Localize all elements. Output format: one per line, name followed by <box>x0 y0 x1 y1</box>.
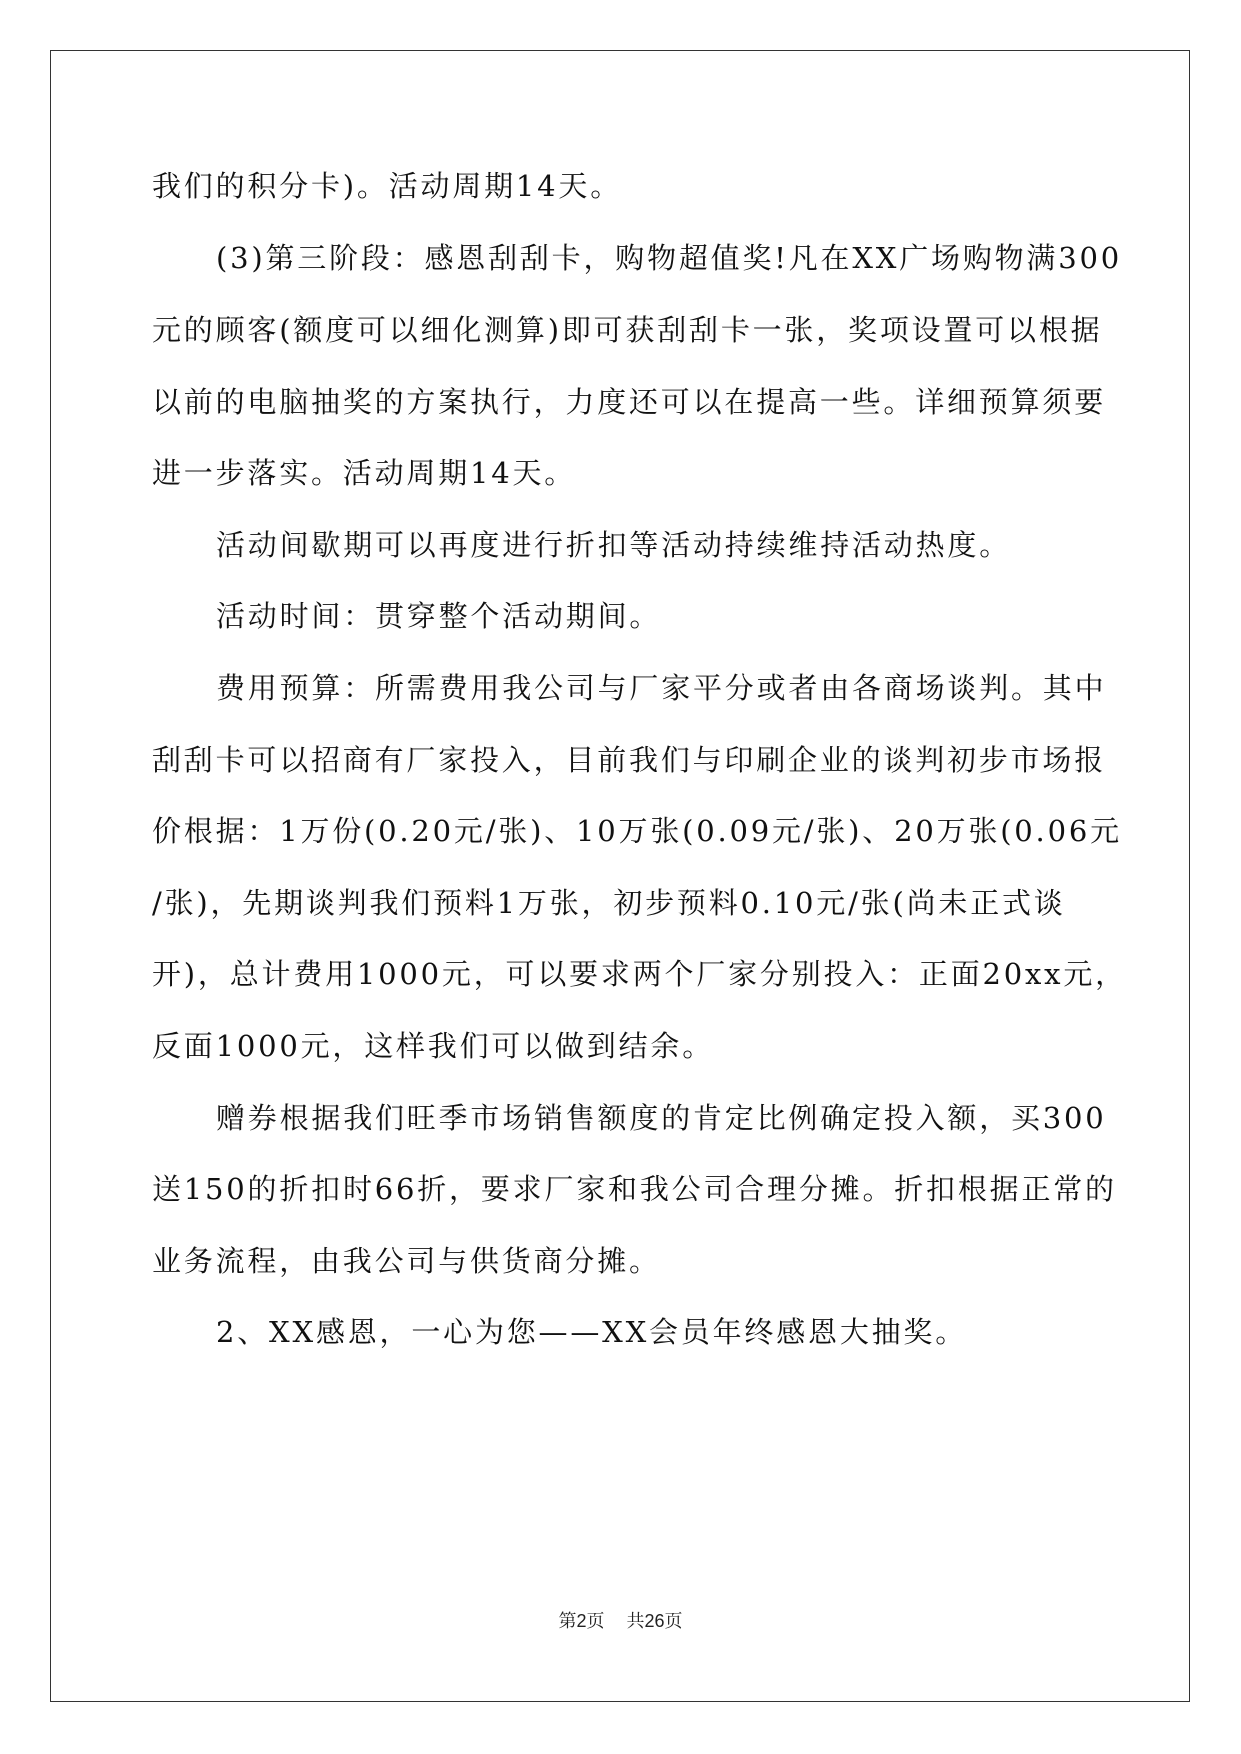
paragraph-line: 我们的积分卡)。活动周期14天。 <box>152 169 623 203</box>
paragraph-line: 反面1000元，这样我们可以做到结余。 <box>152 1029 715 1063</box>
paragraph-line: 元的顾客(额度可以细化测算)即可获刮刮卡一张，奖项设置可以根据 <box>152 313 1103 347</box>
paragraph-line: 进一步落实。活动周期14天。 <box>152 456 577 490</box>
paragraph-line: 以前的电脑抽奖的方案执行，力度还可以在提高一些。详细预算须要 <box>152 385 1107 419</box>
page-footer <box>0 1609 1241 1634</box>
paragraph-line: 费用预算：所需费用我公司与厂家平分或者由各商场谈判。其中 <box>216 671 1107 705</box>
paragraph-line: 活动时间：贯穿整个活动期间。 <box>216 599 662 633</box>
paragraph-line: (3)第三阶段：感恩刮刮卡，购物超值奖!凡在XX广场购物满300 <box>216 241 1122 275</box>
page-number: 2 <box>576 1611 587 1631</box>
paragraph-line: 活动间歇期可以再度进行折扣等活动持续维持活动热度。 <box>216 528 1012 562</box>
paragraph-line: 开)，总计费用1000元，可以要求两个厂家分别投入：正面20xx元， <box>152 957 1127 991</box>
paragraph-line: 赠券根据我们旺季市场销售额度的肯定比例确定投入额，买300 <box>216 1101 1107 1135</box>
paragraph-line: /张)，先期谈判我们预料1万张，初步预料0.10元/张(尚未正式谈 <box>152 886 1066 920</box>
total-prefix: 共 <box>626 1611 645 1632</box>
total-suffix: 页 <box>664 1611 683 1632</box>
total-pages: 26 <box>644 1611 665 1631</box>
paragraph-line: 刮刮卡可以招商有厂家投入，目前我们与印刷企业的谈判初步市场报 <box>152 743 1107 777</box>
page-suffix: 页 <box>586 1611 605 1632</box>
paragraph-line: 价根据：1万份(0.20元/张)、10万张(0.09元/张)、20万张(0.06元 <box>152 814 1122 848</box>
paragraph-line: 2、XX感恩，一心为您——XX会员年终感恩大抽奖。 <box>216 1315 968 1349</box>
page-prefix: 第 <box>558 1611 577 1632</box>
page-border <box>50 50 1190 1702</box>
paragraph-line: 业务流程，由我公司与供货商分摊。 <box>152 1244 661 1278</box>
paragraph-line: 送150的折扣时66折，要求厂家和我公司合理分摊。折扣根据正常的 <box>152 1172 1117 1206</box>
